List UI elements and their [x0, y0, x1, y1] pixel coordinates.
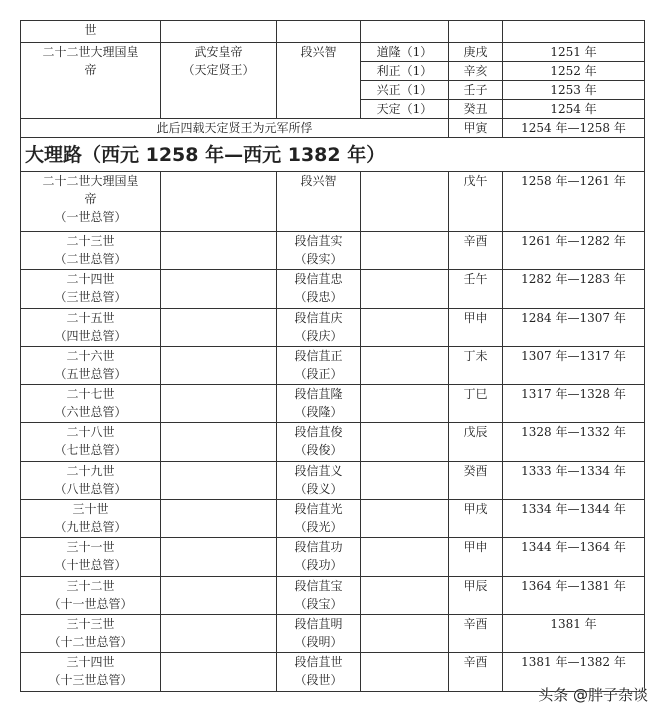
generation-cell: 二十五世 （四世总管）	[21, 308, 161, 346]
year-cell: 1252 年	[503, 62, 645, 81]
year-cell: 1254 年—1258 年	[503, 119, 645, 138]
generation-cell: 二十八世 （七世总管）	[21, 423, 161, 461]
generation-cell: 二十三世 （二世总管）	[21, 232, 161, 270]
ganzhi-cell: 戊辰	[449, 423, 503, 461]
table-row	[21, 172, 645, 232]
ganzhi-cell: 辛酉	[449, 232, 503, 270]
ganzhi-cell: 癸丑	[449, 100, 503, 119]
year-cell: 1284 年—1307 年	[503, 308, 645, 346]
lineage-table	[20, 20, 645, 692]
year-cell: 1381 年	[503, 614, 645, 652]
generation-cell: 三十二世 （十一世总管）	[21, 576, 161, 614]
year-cell: 1328 年—1332 年	[503, 423, 645, 461]
name-cell: 段信苴正 （段正）	[277, 346, 361, 384]
name-cell: 段信苴功 （段功）	[277, 538, 361, 576]
ganzhi-cell: 丁未	[449, 346, 503, 384]
era-cell: 天定（1）	[361, 100, 449, 119]
watermark: 头条 @胖子杂谈	[538, 686, 648, 704]
name-cell: 段信苴隆 （段隆）	[277, 385, 361, 423]
era-cell: 道隆（1）	[361, 43, 449, 62]
table-row	[21, 423, 645, 461]
name-cell: 段兴智	[277, 43, 361, 119]
generation-cell: 二十九世 （八世总管）	[21, 461, 161, 499]
generation-cell: 二十七世 （六世总管）	[21, 385, 161, 423]
table-row	[21, 385, 645, 423]
section-row	[21, 138, 645, 172]
year-cell: 1253 年	[503, 81, 645, 100]
ganzhi-cell: 辛酉	[449, 614, 503, 652]
ganzhi-cell: 甲申	[449, 308, 503, 346]
generation-cell: 三十四世 （十三世总管）	[21, 653, 161, 691]
generation-cell: 二十六世 （五世总管）	[21, 346, 161, 384]
ganzhi-cell: 庚戌	[449, 43, 503, 62]
note-cell: 此后四载天定贤王为元军所俘	[21, 119, 449, 138]
year-cell: 1261 年—1282 年	[503, 232, 645, 270]
generation-cell: 世	[21, 21, 161, 43]
table-row	[21, 43, 645, 62]
table-row	[21, 232, 645, 270]
year-cell: 1333 年—1334 年	[503, 461, 645, 499]
ganzhi-cell: 甲申	[449, 538, 503, 576]
generation-cell: 二十四世 （三世总管）	[21, 270, 161, 308]
year-cell: 1282 年—1283 年	[503, 270, 645, 308]
name-cell: 段信苴实 （段实）	[277, 232, 361, 270]
table-row	[21, 538, 645, 576]
table-row	[21, 576, 645, 614]
ganzhi-cell: 癸酉	[449, 461, 503, 499]
year-cell: 1344 年—1364 年	[503, 538, 645, 576]
ganzhi-cell: 戊午	[449, 172, 503, 232]
name-cell: 段信苴明 （段明）	[277, 614, 361, 652]
section-title: 大理路（西元 1258 年—西元 1382 年）	[21, 138, 645, 172]
title-cell: 武安皇帝 （天定贤王）	[161, 43, 277, 119]
name-cell: 段信苴义 （段义）	[277, 461, 361, 499]
year-cell: 1381 年—1382 年	[503, 653, 645, 691]
name-cell: 段信苴光 （段光）	[277, 500, 361, 538]
generation-cell: 三十世 （九世总管）	[21, 500, 161, 538]
table-row	[21, 270, 645, 308]
generation-cell: 二十二世大理国皇 帝	[21, 43, 161, 119]
table-row	[21, 614, 645, 652]
year-cell: 1254 年	[503, 100, 645, 119]
table-row	[21, 500, 645, 538]
ganzhi-cell: 辛亥	[449, 62, 503, 81]
name-cell: 段信苴忠 （段忠）	[277, 270, 361, 308]
ganzhi-cell: 甲寅	[449, 119, 503, 138]
ganzhi-cell: 壬子	[449, 81, 503, 100]
year-cell: 1258 年—1261 年	[503, 172, 645, 232]
table-row	[21, 461, 645, 499]
era-cell: 利正（1）	[361, 62, 449, 81]
year-cell: 1317 年—1328 年	[503, 385, 645, 423]
generation-cell: 三十三世 （十二世总管）	[21, 614, 161, 652]
ganzhi-cell: 壬午	[449, 270, 503, 308]
ganzhi-cell: 甲辰	[449, 576, 503, 614]
year-cell: 1334 年—1344 年	[503, 500, 645, 538]
note-row	[21, 119, 645, 138]
generation-cell: 二十二世大理国皇 帝 （一世总管）	[21, 172, 161, 232]
name-cell: 段兴智	[277, 172, 361, 232]
name-cell: 段信苴世 （段世）	[277, 653, 361, 691]
name-cell: 段信苴庆 （段庆）	[277, 308, 361, 346]
year-cell: 1251 年	[503, 43, 645, 62]
name-cell: 段信苴俊 （段俊）	[277, 423, 361, 461]
table-row-top	[21, 21, 645, 43]
table-row	[21, 346, 645, 384]
name-cell: 段信苴宝 （段宝）	[277, 576, 361, 614]
ganzhi-cell: 辛酉	[449, 653, 503, 691]
ganzhi-cell: 丁巳	[449, 385, 503, 423]
year-cell: 1364 年—1381 年	[503, 576, 645, 614]
era-cell: 兴正（1）	[361, 81, 449, 100]
ganzhi-cell: 甲戌	[449, 500, 503, 538]
generation-cell: 三十一世 （十世总管）	[21, 538, 161, 576]
table-row	[21, 308, 645, 346]
year-cell: 1307 年—1317 年	[503, 346, 645, 384]
